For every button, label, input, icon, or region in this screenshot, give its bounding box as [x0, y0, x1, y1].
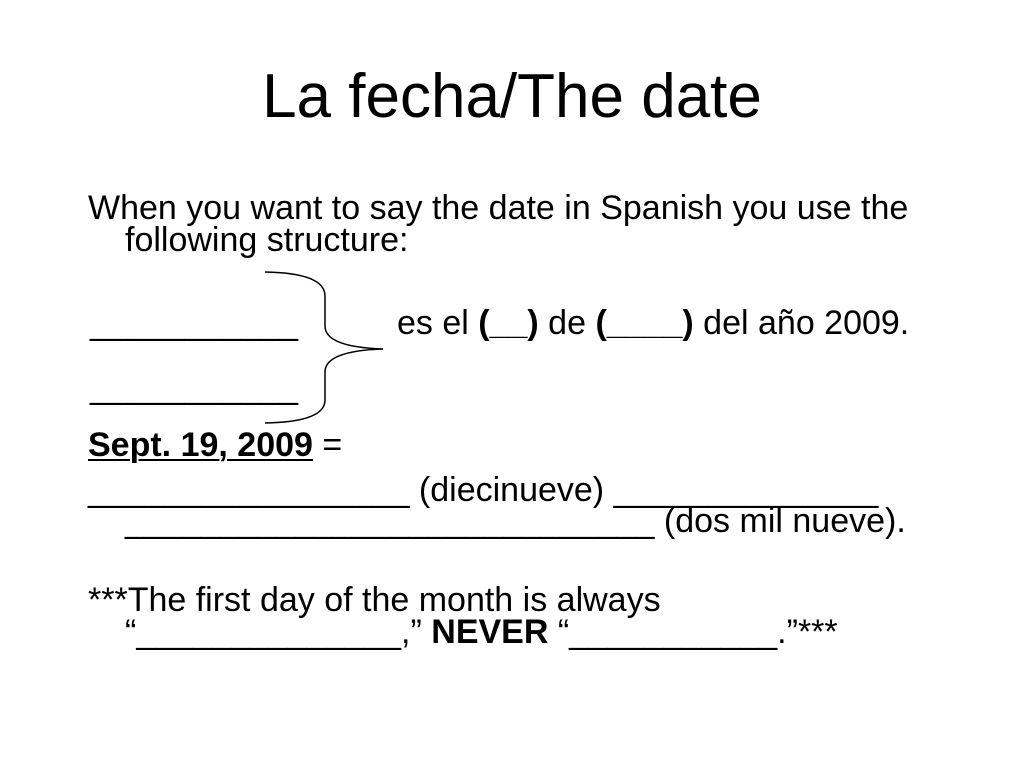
structure-post: del año 2009.	[693, 304, 910, 342]
structure-mid: de	[538, 304, 596, 342]
example-blank-1: _________________	[88, 471, 410, 509]
blank-top: ___________	[90, 304, 299, 342]
structure-pre: es el	[397, 304, 479, 342]
slide-title: La fecha/The date	[262, 62, 762, 131]
example-year-word: (dos mil nueve).	[654, 502, 906, 540]
note-never: NEVER	[431, 613, 549, 651]
example-day-word: (diecinueve)	[409, 471, 614, 509]
intro-line-1: When you want to say the date in Spanish you use the	[88, 189, 909, 227]
note-line-2	[125, 615, 838, 649]
blank-bottom: ___________	[90, 368, 299, 406]
intro-line-2: following structure:	[125, 221, 409, 259]
structure-sentence	[397, 306, 909, 340]
example-blank-3: ____________________________	[125, 502, 655, 540]
note-close: “___________.”***	[548, 613, 838, 651]
note-line-1: ***The first day of the month is always	[88, 581, 661, 619]
example-equals: =	[312, 426, 343, 464]
example-date-line	[88, 428, 342, 462]
note-open: “______________,”	[125, 613, 432, 651]
example-line-2	[125, 504, 906, 538]
example-date: Sept. 19, 2009	[88, 426, 313, 464]
day-number-blank: (__)	[478, 304, 539, 342]
month-blank: (____)	[595, 304, 694, 342]
example-blank-2: ______________	[613, 471, 879, 509]
